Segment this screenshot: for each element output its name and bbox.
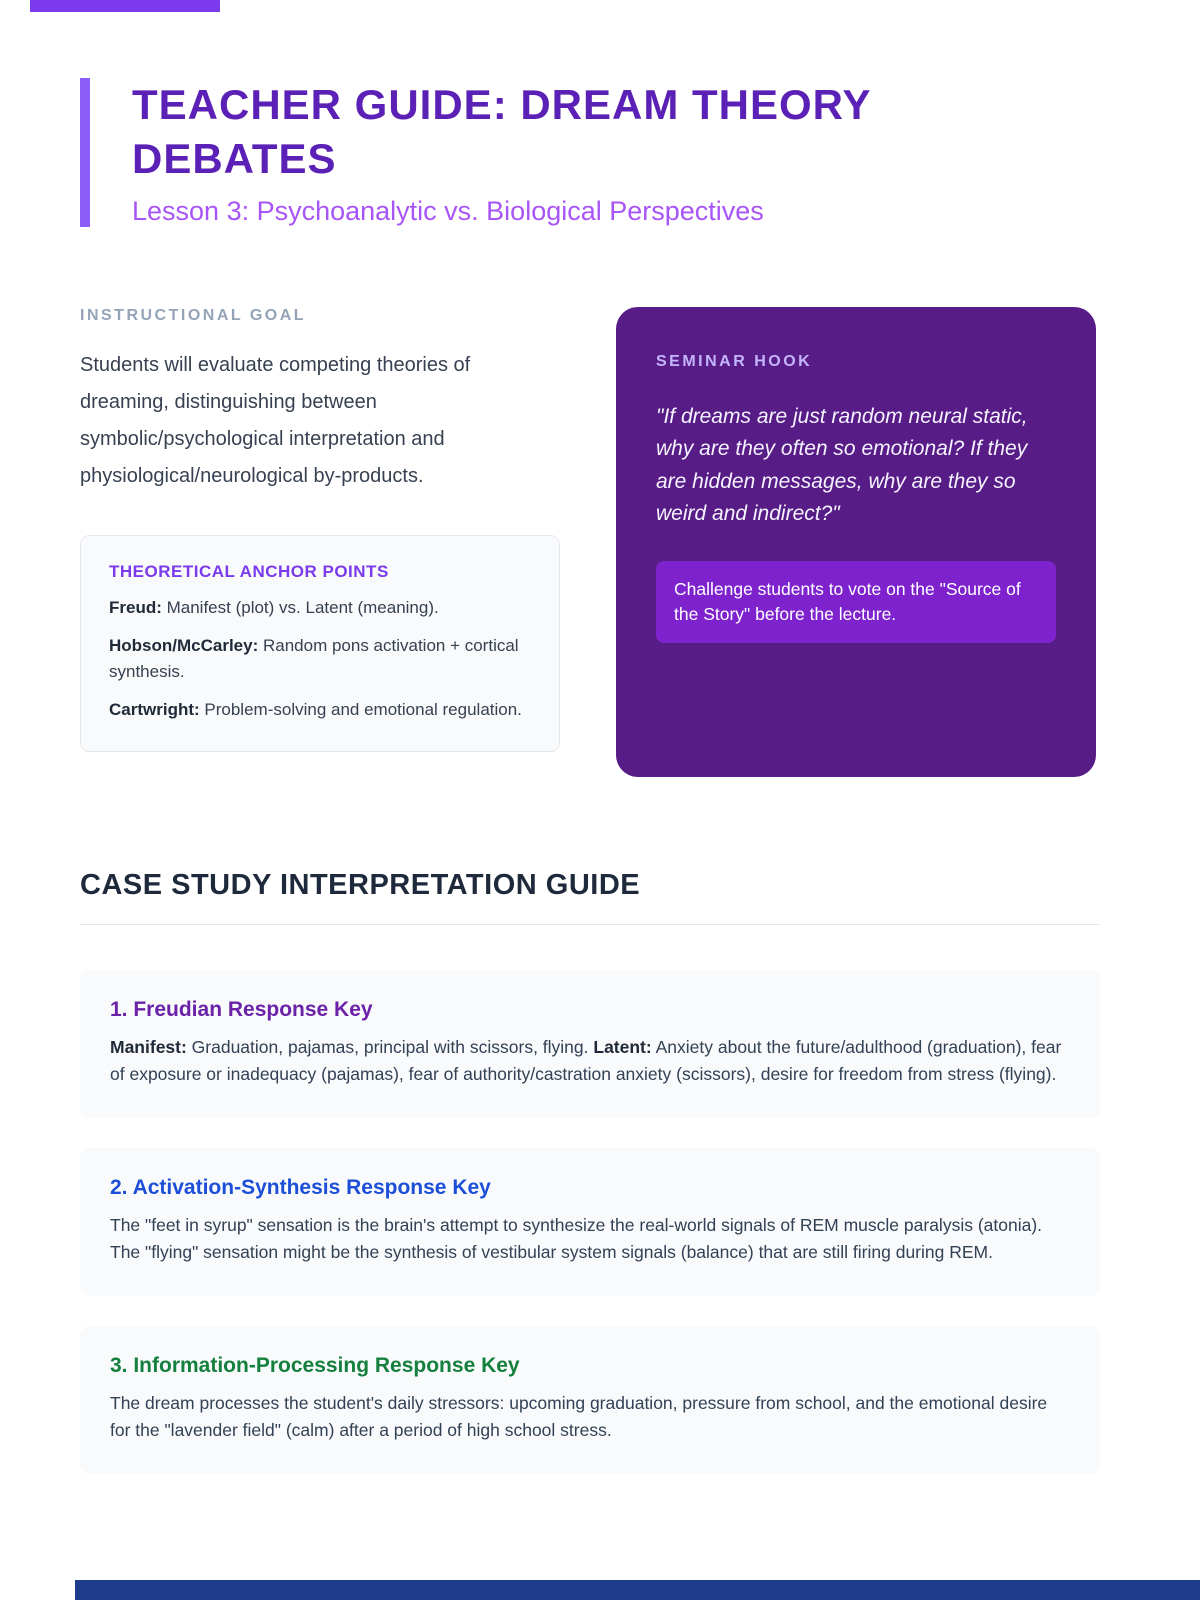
card-body-bold: Latent: xyxy=(593,1036,652,1057)
card-title: 2. Activation-Synthesis Response Key xyxy=(110,1175,491,1199)
section-divider xyxy=(80,924,1100,925)
instructional-goal-text: Students will evaluate competing theories of dreaming, distinguishing between symbolic/psychological interpretation and physiological/neurological by-products. xyxy=(80,353,471,487)
response-card-information-processing xyxy=(80,1326,1100,1474)
anchor-term: Freud: xyxy=(109,597,162,617)
anchor-item-freud xyxy=(109,595,531,621)
anchor-item-cartwright xyxy=(109,697,531,723)
card-body: The dream processes the student's daily stressors: upcoming graduation, pressure from school, and the emotional desire for the "lavender field" (calm) after a period of high school stress. xyxy=(110,1393,1048,1441)
card-title: 3. Information-Processing Response Key xyxy=(110,1354,520,1377)
card-body-text: Anxiety about the future/adulthood (graduation), fear of exposure or inadequacy (pajamas), fear of authority/castration anxiety (scissors), desire for freedom from stress (flying). xyxy=(110,1036,1062,1084)
anchor-points-card xyxy=(80,535,560,752)
bottom-accent-bar xyxy=(75,1580,1200,1600)
seminar-hook-label: SEMINAR HOOK xyxy=(656,352,813,370)
card-title: 1. Freudian Response Key xyxy=(110,997,373,1021)
response-card-freudian xyxy=(80,970,1100,1118)
response-cards xyxy=(80,970,1100,1475)
card-body: The "feet in syrup" sensation is the brain's attempt to synthesize the real-world signals of REM muscle paralysis (atonia). The "flying" sensation might be the synthesis of vestibular system signals (balance) that are still firing during REM. xyxy=(110,1214,1043,1262)
page-header xyxy=(80,78,1100,227)
section-title: CASE STUDY INTERPRETATION GUIDE xyxy=(80,868,641,901)
card-body-bold: Manifest: xyxy=(110,1036,187,1057)
anchor-term: Cartwright: xyxy=(109,700,200,719)
seminar-hook-card xyxy=(616,307,1096,777)
top-accent-bar xyxy=(30,0,220,12)
page-title: TEACHER GUIDE: DREAM THEORY DEBATES xyxy=(132,81,871,182)
seminar-hook-quote: "If dreams are just random neural static, why are they often so emotional? If they are hidden messages, why are they so weird and indirect?" xyxy=(656,404,1028,526)
card-body xyxy=(110,1034,1070,1088)
anchor-text: Manifest (plot) vs. Latent (meaning). xyxy=(161,597,439,617)
anchor-points-title: THEORETICAL ANCHOR POINTS xyxy=(109,561,389,581)
anchor-term: Hobson/McCarley: xyxy=(109,636,259,655)
response-card-activation-synthesis xyxy=(80,1148,1100,1296)
card-body-text: Graduation, pajamas, principal with scissors, flying. xyxy=(186,1036,594,1057)
goal-column xyxy=(80,307,560,752)
seminar-hook-callout: Challenge students to vote on the "Source of the Story" before the lecture. xyxy=(656,561,1056,644)
top-columns xyxy=(80,307,1100,777)
anchor-item-hobson-mccarley xyxy=(109,633,531,684)
page-subtitle: Lesson 3: Psychoanalytic vs. Biological Perspectives xyxy=(132,195,764,226)
anchor-text: Problem-solving and emotional regulation. xyxy=(199,700,522,719)
seminar-column xyxy=(616,307,1096,777)
anchor-text: Random pons activation + cortical synthesis. xyxy=(109,636,519,681)
instructional-goal-label: INSTRUCTIONAL GOAL xyxy=(80,306,307,324)
